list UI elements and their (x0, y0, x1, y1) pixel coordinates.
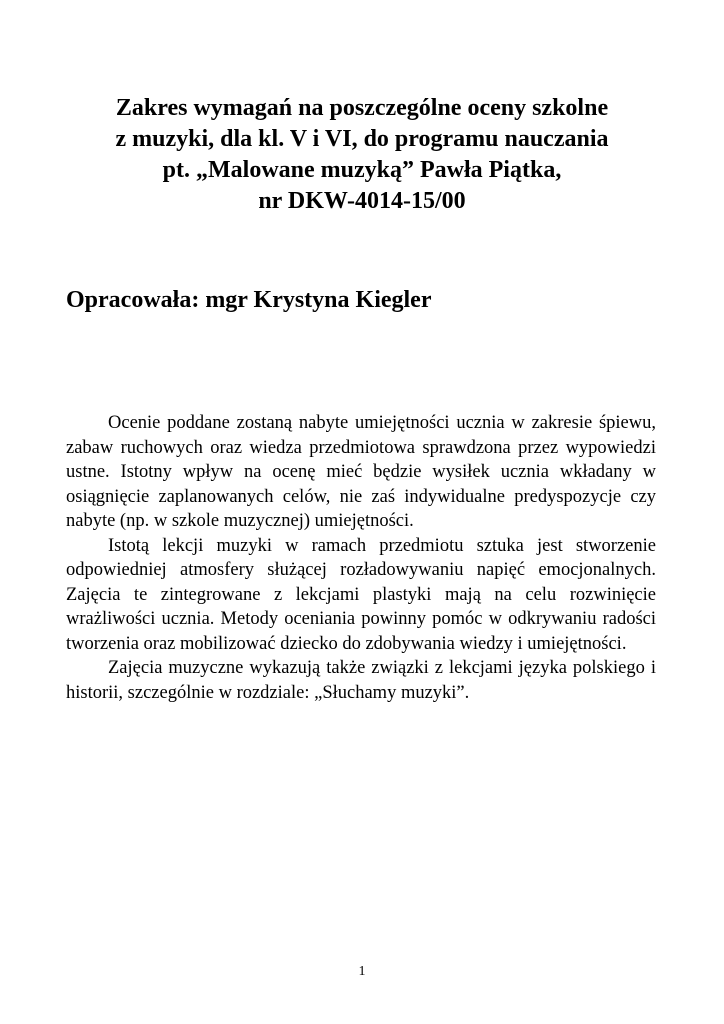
paragraph-2: Istotą lekcji muzyki w ramach przedmiotu sztuka jest stworzenie odpowiedniej atmosfery służącej rozładowywaniu napięć emocjonalnych. Zajęcia te zintegrowane z lekcjami plastyki mają na celu rozwinięcie wrażliwości ucznia. Metody oceniania powinny pomóc w odkrywaniu radości tworzenia oraz mobilizować dziecko do zdobywania wiedzy i umiejętności. (66, 535, 656, 654)
title-line-1: Zakres wymagań na poszczególne oceny szkolne (115, 95, 609, 121)
document-title (60, 93, 664, 217)
title-line-2: z muzyki, dla kl. V i VI, do programu nauczania (115, 126, 609, 152)
title-line-4: nr DKW-4014-15/00 (258, 188, 466, 214)
paragraph-1: Ocenie poddane zostaną nabyte umiejętności ucznia w zakresie śpiewu, zabaw ruchowych oraz wiedza przedmiotowa sprawdzona przez wypowiedzi ustne. Istotny wpływ na ocenę mieć będzie wysiłek ucznia wkładany w osiągnięcie zaplanowanych celów, nie zaś indywidualne predyspozycje czy nabyte (np. w szkole muzycznej) umiejętności. (66, 413, 656, 531)
paragraph-3: Zajęcia muzyczne wykazują także związki z lekcjami języka polskiego i historii, szczególnie w rozdziale: „Słuchamy muzyki”. (66, 658, 656, 703)
page-number: 1 (358, 964, 366, 979)
author-line: Opracowała: mgr Krystyna Kiegler (66, 287, 432, 313)
title-line-3: pt. „Malowane muzyką” Pawła Piątka, (162, 157, 562, 183)
body-text (66, 411, 656, 705)
